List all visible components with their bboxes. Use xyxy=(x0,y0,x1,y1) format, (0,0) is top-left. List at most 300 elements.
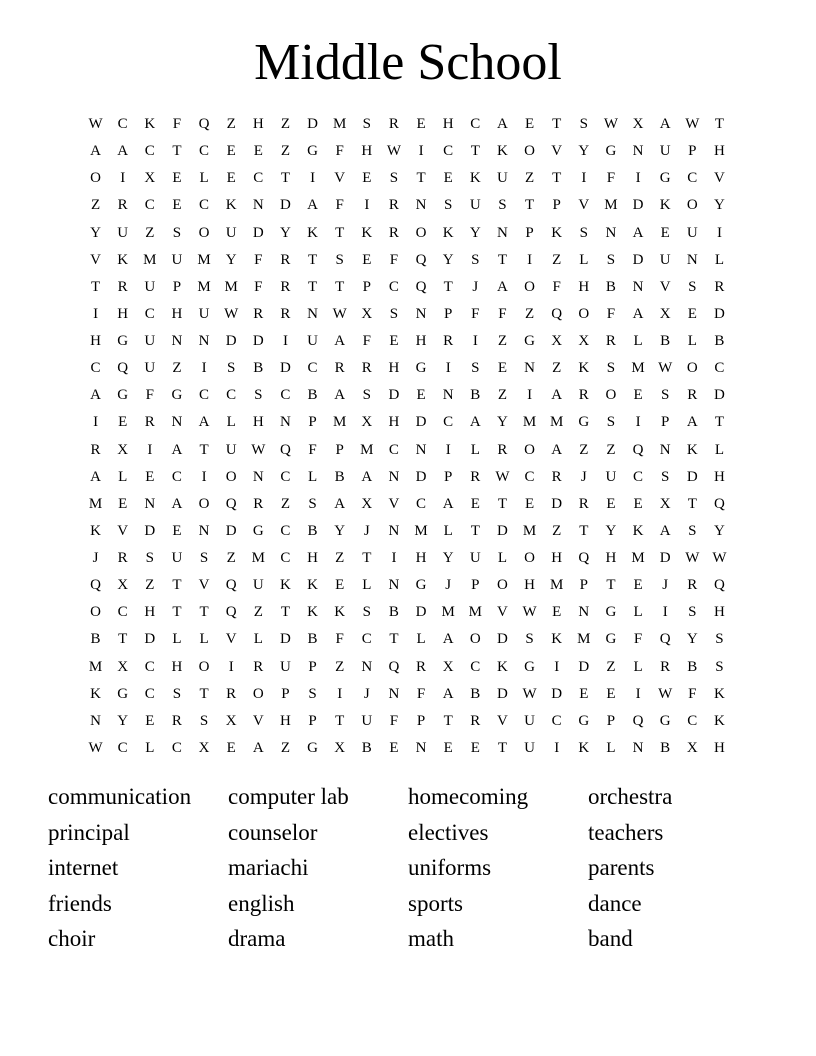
grid-letter: V xyxy=(578,197,590,214)
grid-letter: H xyxy=(388,360,400,377)
word-list-item: parents xyxy=(588,855,655,880)
grid-letter: R xyxy=(687,577,698,594)
grid-letter: R xyxy=(497,441,508,458)
grid-letter: D xyxy=(551,495,563,512)
grid-letter: D xyxy=(415,604,427,621)
grid-letter: N xyxy=(361,658,373,675)
grid-letter: E xyxy=(687,305,697,322)
grid-letter: P xyxy=(688,143,697,160)
grid-letter: E xyxy=(552,604,562,621)
grid-letter: B xyxy=(253,360,264,377)
grid-letter: K xyxy=(307,577,318,594)
grid-letter: L xyxy=(145,739,155,756)
grid-letter: Y xyxy=(225,251,237,268)
grid-letter: G xyxy=(578,414,590,431)
grid-letter: R xyxy=(388,116,399,133)
grid-letter: E xyxy=(443,739,453,756)
grid-letter: B xyxy=(307,522,318,539)
grid-letter: R xyxy=(361,360,372,377)
grid-letter: Q xyxy=(90,577,101,594)
grid-letter: S xyxy=(579,224,588,241)
grid-letter: Z xyxy=(335,550,345,567)
grid-letter: E xyxy=(497,360,508,377)
word-list-item: teachers xyxy=(588,819,664,845)
grid-letter: L xyxy=(253,631,263,648)
grid-letter: K xyxy=(90,522,101,539)
grid-letter: D xyxy=(280,197,291,214)
grid-letter: I xyxy=(310,170,316,187)
grid-letter: Y xyxy=(90,224,101,241)
grid-letter: F xyxy=(416,685,426,702)
grid-letter: R xyxy=(687,387,698,404)
grid-letter: I xyxy=(635,170,641,187)
grid-letter: R xyxy=(605,333,616,350)
grid-letter: R xyxy=(578,495,589,512)
grid-letter: S xyxy=(525,631,534,648)
grid-letter: G xyxy=(117,685,129,702)
grid-letter: Y xyxy=(442,550,454,567)
grid-letter: S xyxy=(606,251,616,268)
grid-letter: Q xyxy=(415,278,427,295)
grid-letter: A xyxy=(686,414,698,431)
grid-letter: A xyxy=(442,495,454,512)
grid-letter: S xyxy=(172,224,182,241)
grid-letter: A xyxy=(90,468,101,485)
grid-letter: I xyxy=(93,414,99,431)
grid-letter: D xyxy=(714,387,725,404)
grid-letter: X xyxy=(334,739,346,756)
word-list-item: homecoming xyxy=(408,784,529,809)
grid-letter: D xyxy=(252,224,264,241)
grid-letter: S xyxy=(254,387,263,404)
grid-letter: U xyxy=(524,712,535,729)
grid-letter: A xyxy=(334,495,346,512)
grid-letter: G xyxy=(307,739,318,756)
grid-letter: Q xyxy=(225,495,237,512)
grid-letter: M xyxy=(550,414,564,431)
letter-grid xyxy=(82,111,733,762)
grid-letter: E xyxy=(172,522,182,539)
grid-letter: N xyxy=(388,522,400,539)
grid-letter: Q xyxy=(117,360,129,377)
grid-letter: I xyxy=(364,197,370,214)
grid-letter: K xyxy=(632,522,644,539)
grid-letter: Z xyxy=(226,116,236,133)
grid-letter: E xyxy=(172,197,182,214)
grid-letter: A xyxy=(334,333,346,350)
grid-letter: R xyxy=(90,441,101,458)
grid-letter: W xyxy=(386,143,402,160)
grid-letter: S xyxy=(498,197,507,214)
grid-letter: M xyxy=(577,631,591,648)
grid-letter: M xyxy=(224,278,238,295)
grid-letter: N xyxy=(252,468,264,485)
grid-row xyxy=(82,464,733,491)
grid-letter: O xyxy=(90,604,101,621)
grid-letter: M xyxy=(414,522,428,539)
grid-letter: B xyxy=(687,658,698,675)
grid-letter: X xyxy=(551,333,563,350)
grid-letter: A xyxy=(632,305,644,322)
grid-letter: S xyxy=(362,116,371,133)
grid-letter: N xyxy=(198,522,210,539)
grid-letter: I xyxy=(147,441,153,458)
grid-letter: S xyxy=(688,522,697,539)
grid-letter: L xyxy=(199,170,209,187)
grid-letter: T xyxy=(470,522,480,539)
grid-letter: T xyxy=(389,631,399,648)
grid-letter: O xyxy=(524,441,535,458)
grid-letter: J xyxy=(472,278,479,295)
grid-letter: R xyxy=(388,224,399,241)
grid-letter: Z xyxy=(524,170,535,187)
grid-letter: K xyxy=(551,224,563,241)
grid-letter: Z xyxy=(90,197,101,214)
grid-letter: L xyxy=(416,631,426,648)
grid-letter: C xyxy=(524,468,535,485)
grid-letter: G xyxy=(605,143,617,160)
grid-letter: Z xyxy=(552,360,562,377)
grid-row xyxy=(82,138,733,165)
word-list-item: computer lab xyxy=(228,784,349,809)
grid-letter: L xyxy=(687,333,697,350)
grid-letter: V xyxy=(659,278,671,295)
grid-letter: E xyxy=(362,251,372,268)
grid-letter: K xyxy=(90,685,101,702)
grid-row xyxy=(82,409,733,436)
grid-letter: G xyxy=(415,360,427,377)
grid-letter: V xyxy=(225,631,237,648)
grid-letter: R xyxy=(280,251,291,268)
grid-letter: K xyxy=(497,658,508,675)
grid-letter: H xyxy=(307,550,318,567)
grid-letter: M xyxy=(441,604,455,621)
grid-letter: L xyxy=(443,522,453,539)
grid-letter: Z xyxy=(606,441,616,458)
grid-letter: N xyxy=(659,441,671,458)
grid-letter: O xyxy=(497,577,508,594)
grid-letter: Q xyxy=(388,658,400,675)
grid-letter: T xyxy=(90,278,101,295)
grid-letter: M xyxy=(522,414,537,431)
grid-letter: S xyxy=(199,712,209,729)
grid-letter: O xyxy=(252,685,264,702)
grid-letter: E xyxy=(145,468,155,485)
grid-letter: C xyxy=(280,468,291,485)
grid-row xyxy=(82,518,733,545)
grid-letter: C xyxy=(171,468,182,485)
grid-letter: P xyxy=(362,278,371,295)
grid-letter: D xyxy=(632,251,644,268)
grid-letter: F xyxy=(552,278,561,295)
grid-letter: R xyxy=(334,360,345,377)
grid-letter: L xyxy=(226,414,236,431)
grid-letter: Q xyxy=(225,577,237,594)
grid-letter: E xyxy=(633,577,643,594)
grid-letter: T xyxy=(199,604,209,621)
grid-letter: Y xyxy=(714,522,725,539)
grid-letter: R xyxy=(470,468,481,485)
grid-letter: U xyxy=(497,170,508,187)
grid-letter: F xyxy=(172,116,182,133)
grid-letter: C xyxy=(199,387,210,404)
grid-letter: V xyxy=(714,170,725,187)
grid-letter: Q xyxy=(578,550,590,567)
grid-letter: H xyxy=(714,143,725,160)
grid-letter: M xyxy=(197,278,211,295)
grid-letter: J xyxy=(662,577,669,594)
grid-letter: S xyxy=(471,360,480,377)
grid-letter: N xyxy=(497,224,508,241)
grid-letter: U xyxy=(469,550,481,567)
grid-letter: E xyxy=(253,143,263,160)
grid-letter: G xyxy=(117,333,129,350)
grid-letter: X xyxy=(659,495,671,512)
grid-letter: C xyxy=(117,604,128,621)
grid-letter: L xyxy=(307,468,318,485)
grid-letter: M xyxy=(88,658,103,675)
grid-letter: O xyxy=(198,495,210,512)
word-list-item: mariachi xyxy=(228,855,309,880)
grid-letter: U xyxy=(252,577,264,594)
grid-letter: X xyxy=(361,414,373,431)
grid-letter: V xyxy=(497,712,508,729)
grid-letter: N xyxy=(524,360,535,377)
grid-letter: T xyxy=(714,116,725,133)
grid-letter: T xyxy=(335,278,345,295)
grid-letter: S xyxy=(362,387,371,404)
grid-letter: T xyxy=(606,577,616,594)
grid-letter: S xyxy=(688,278,697,295)
grid-letter: B xyxy=(388,604,399,621)
grid-letter: C xyxy=(253,170,264,187)
grid-letter: U xyxy=(659,143,671,160)
grid-letter: N xyxy=(415,441,427,458)
grid-letter: Z xyxy=(280,143,291,160)
grid-letter: Q xyxy=(415,251,427,268)
grid-letter: A xyxy=(171,441,183,458)
grid-letter: S xyxy=(308,495,317,512)
grid-letter: N xyxy=(280,414,291,431)
grid-letter: N xyxy=(144,495,156,512)
grid-letter: Y xyxy=(497,414,508,431)
grid-row xyxy=(82,545,733,572)
grid-letter: D xyxy=(497,522,508,539)
word-list-item: band xyxy=(588,926,633,951)
grid-letter: K xyxy=(686,441,698,458)
grid-letter: C xyxy=(470,116,481,133)
grid-letter: T xyxy=(552,170,562,187)
grid-letter: O xyxy=(524,278,535,295)
grid-letter: W xyxy=(522,604,537,621)
grid-row xyxy=(82,437,733,464)
grid-letter: A xyxy=(361,468,373,485)
grid-letter: D xyxy=(144,522,156,539)
grid-letter: C xyxy=(117,739,128,756)
grid-letter: X xyxy=(361,305,373,322)
grid-letter: E xyxy=(416,387,426,404)
grid-letter: A xyxy=(442,631,454,648)
grid-letter: Y xyxy=(280,224,291,241)
grid-letter: P xyxy=(661,414,670,431)
grid-letter: I xyxy=(527,387,533,404)
grid-letter: S xyxy=(227,360,236,377)
grid-letter: R xyxy=(280,305,291,322)
grid-row xyxy=(82,355,733,382)
grid-letter: B xyxy=(334,468,345,485)
grid-letter: U xyxy=(144,278,156,295)
grid-letter: Y xyxy=(117,712,129,729)
grid-letter: F xyxy=(145,387,154,404)
grid-letter: F xyxy=(335,143,344,160)
grid-letter: O xyxy=(415,224,427,241)
grid-letter: L xyxy=(579,251,589,268)
grid-letter: T xyxy=(443,712,453,729)
grid-letter: V xyxy=(551,143,563,160)
grid-letter: P xyxy=(308,658,317,675)
grid-letter: H xyxy=(551,550,563,567)
grid-letter: K xyxy=(442,224,454,241)
grid-letter: V xyxy=(90,251,101,268)
grid-letter: S xyxy=(389,170,399,187)
grid-letter: A xyxy=(551,387,563,404)
grid-letter: G xyxy=(659,170,671,187)
grid-letter: F xyxy=(606,170,616,187)
grid-letter: C xyxy=(361,631,372,648)
grid-letter: C xyxy=(443,414,454,431)
grid-letter: N xyxy=(578,604,590,621)
word-list-item: communication xyxy=(48,784,192,809)
grid-letter: H xyxy=(252,116,264,133)
grid-letter: G xyxy=(524,658,535,675)
grid-letter: L xyxy=(633,658,643,675)
grid-letter: N xyxy=(388,685,400,702)
grid-letter: F xyxy=(308,441,317,458)
grid-letter: R xyxy=(117,278,128,295)
grid-letter: Z xyxy=(280,739,291,756)
grid-letter: H xyxy=(442,116,454,133)
grid-letter: B xyxy=(714,333,725,350)
grid-letter: R xyxy=(253,305,264,322)
grid-letter: P xyxy=(308,712,317,729)
grid-letter: U xyxy=(469,197,481,214)
grid-letter: M xyxy=(143,251,157,268)
grid-letter: Z xyxy=(145,224,155,241)
grid-letter: T xyxy=(172,577,182,594)
grid-letter: P xyxy=(416,712,426,729)
grid-letter: W xyxy=(88,116,103,133)
grid-letter: R xyxy=(253,658,264,675)
grid-letter: G xyxy=(307,143,318,160)
grid-letter: D xyxy=(497,631,508,648)
grid-letter: B xyxy=(361,739,372,756)
grid-letter: E xyxy=(579,685,589,702)
grid-letter: C xyxy=(226,387,237,404)
grid-letter: Q xyxy=(551,305,563,322)
grid-letter: T xyxy=(199,441,209,458)
grid-letter: I xyxy=(445,441,451,458)
grid-letter: H xyxy=(388,414,400,431)
grid-letter: A xyxy=(659,116,671,133)
grid-letter: I xyxy=(716,224,722,241)
grid-letter: S xyxy=(715,631,724,648)
grid-letter: H xyxy=(524,577,535,594)
grid-letter: R xyxy=(443,333,454,350)
grid-letter: C xyxy=(144,197,155,214)
grid-letter: P xyxy=(172,278,182,295)
grid-letter: S xyxy=(335,251,344,268)
grid-letter: Q xyxy=(280,441,291,458)
grid-letter: W xyxy=(88,739,103,756)
grid-letter: Z xyxy=(497,333,508,350)
grid-letter: T xyxy=(172,604,182,621)
grid-letter: E xyxy=(145,712,155,729)
word-list-item: electives xyxy=(408,819,489,845)
word-list-item: dance xyxy=(588,890,642,916)
word-list-item: internet xyxy=(48,855,119,880)
grid-letter: B xyxy=(605,278,616,295)
grid-letter: O xyxy=(686,197,698,214)
grid-letter: C xyxy=(280,522,291,539)
grid-letter: V xyxy=(497,604,508,621)
grid-letter: J xyxy=(580,468,587,485)
grid-letter: A xyxy=(252,739,264,756)
grid-letter: E xyxy=(416,116,426,133)
grid-letter: P xyxy=(281,685,290,702)
grid-letter: F xyxy=(688,685,697,702)
grid-letter: K xyxy=(551,631,563,648)
grid-letter: Y xyxy=(605,522,617,539)
grid-row xyxy=(82,708,733,735)
grid-letter: E xyxy=(389,333,399,350)
grid-letter: B xyxy=(660,333,671,350)
grid-letter: A xyxy=(198,414,210,431)
grid-letter: Y xyxy=(469,224,481,241)
grid-letter: P xyxy=(308,414,317,431)
grid-letter: G xyxy=(659,712,671,729)
grid-letter: D xyxy=(497,685,508,702)
grid-letter: S xyxy=(471,251,480,268)
grid-letter: J xyxy=(445,577,452,594)
grid-letter: H xyxy=(578,278,590,295)
word-list-item: friends xyxy=(48,890,112,916)
grid-letter: F xyxy=(471,305,480,322)
grid-letter: R xyxy=(253,495,264,512)
grid-letter: N xyxy=(171,333,183,350)
grid-letter: W xyxy=(251,441,266,458)
grid-letter: R xyxy=(280,278,291,295)
grid-letter: G xyxy=(415,577,427,594)
grid-letter: L xyxy=(633,333,643,350)
grid-letter: C xyxy=(144,305,155,322)
grid-letter: C xyxy=(307,360,318,377)
grid-letter: U xyxy=(524,739,535,756)
grid-letter: J xyxy=(363,522,370,539)
grid-letter: D xyxy=(225,522,237,539)
grid-letter: T xyxy=(687,495,697,512)
grid-letter: S xyxy=(715,658,724,675)
word-list-item: counselor xyxy=(228,819,318,845)
grid-letter: U xyxy=(144,360,156,377)
grid-letter: X xyxy=(144,170,156,187)
grid-letter: C xyxy=(470,658,481,675)
grid-letter: O xyxy=(524,550,535,567)
grid-letter: H xyxy=(714,604,725,621)
grid-letter: P xyxy=(444,305,453,322)
grid-letter: K xyxy=(497,143,508,160)
grid-letter: Z xyxy=(579,441,589,458)
grid-letter: G xyxy=(171,387,183,404)
